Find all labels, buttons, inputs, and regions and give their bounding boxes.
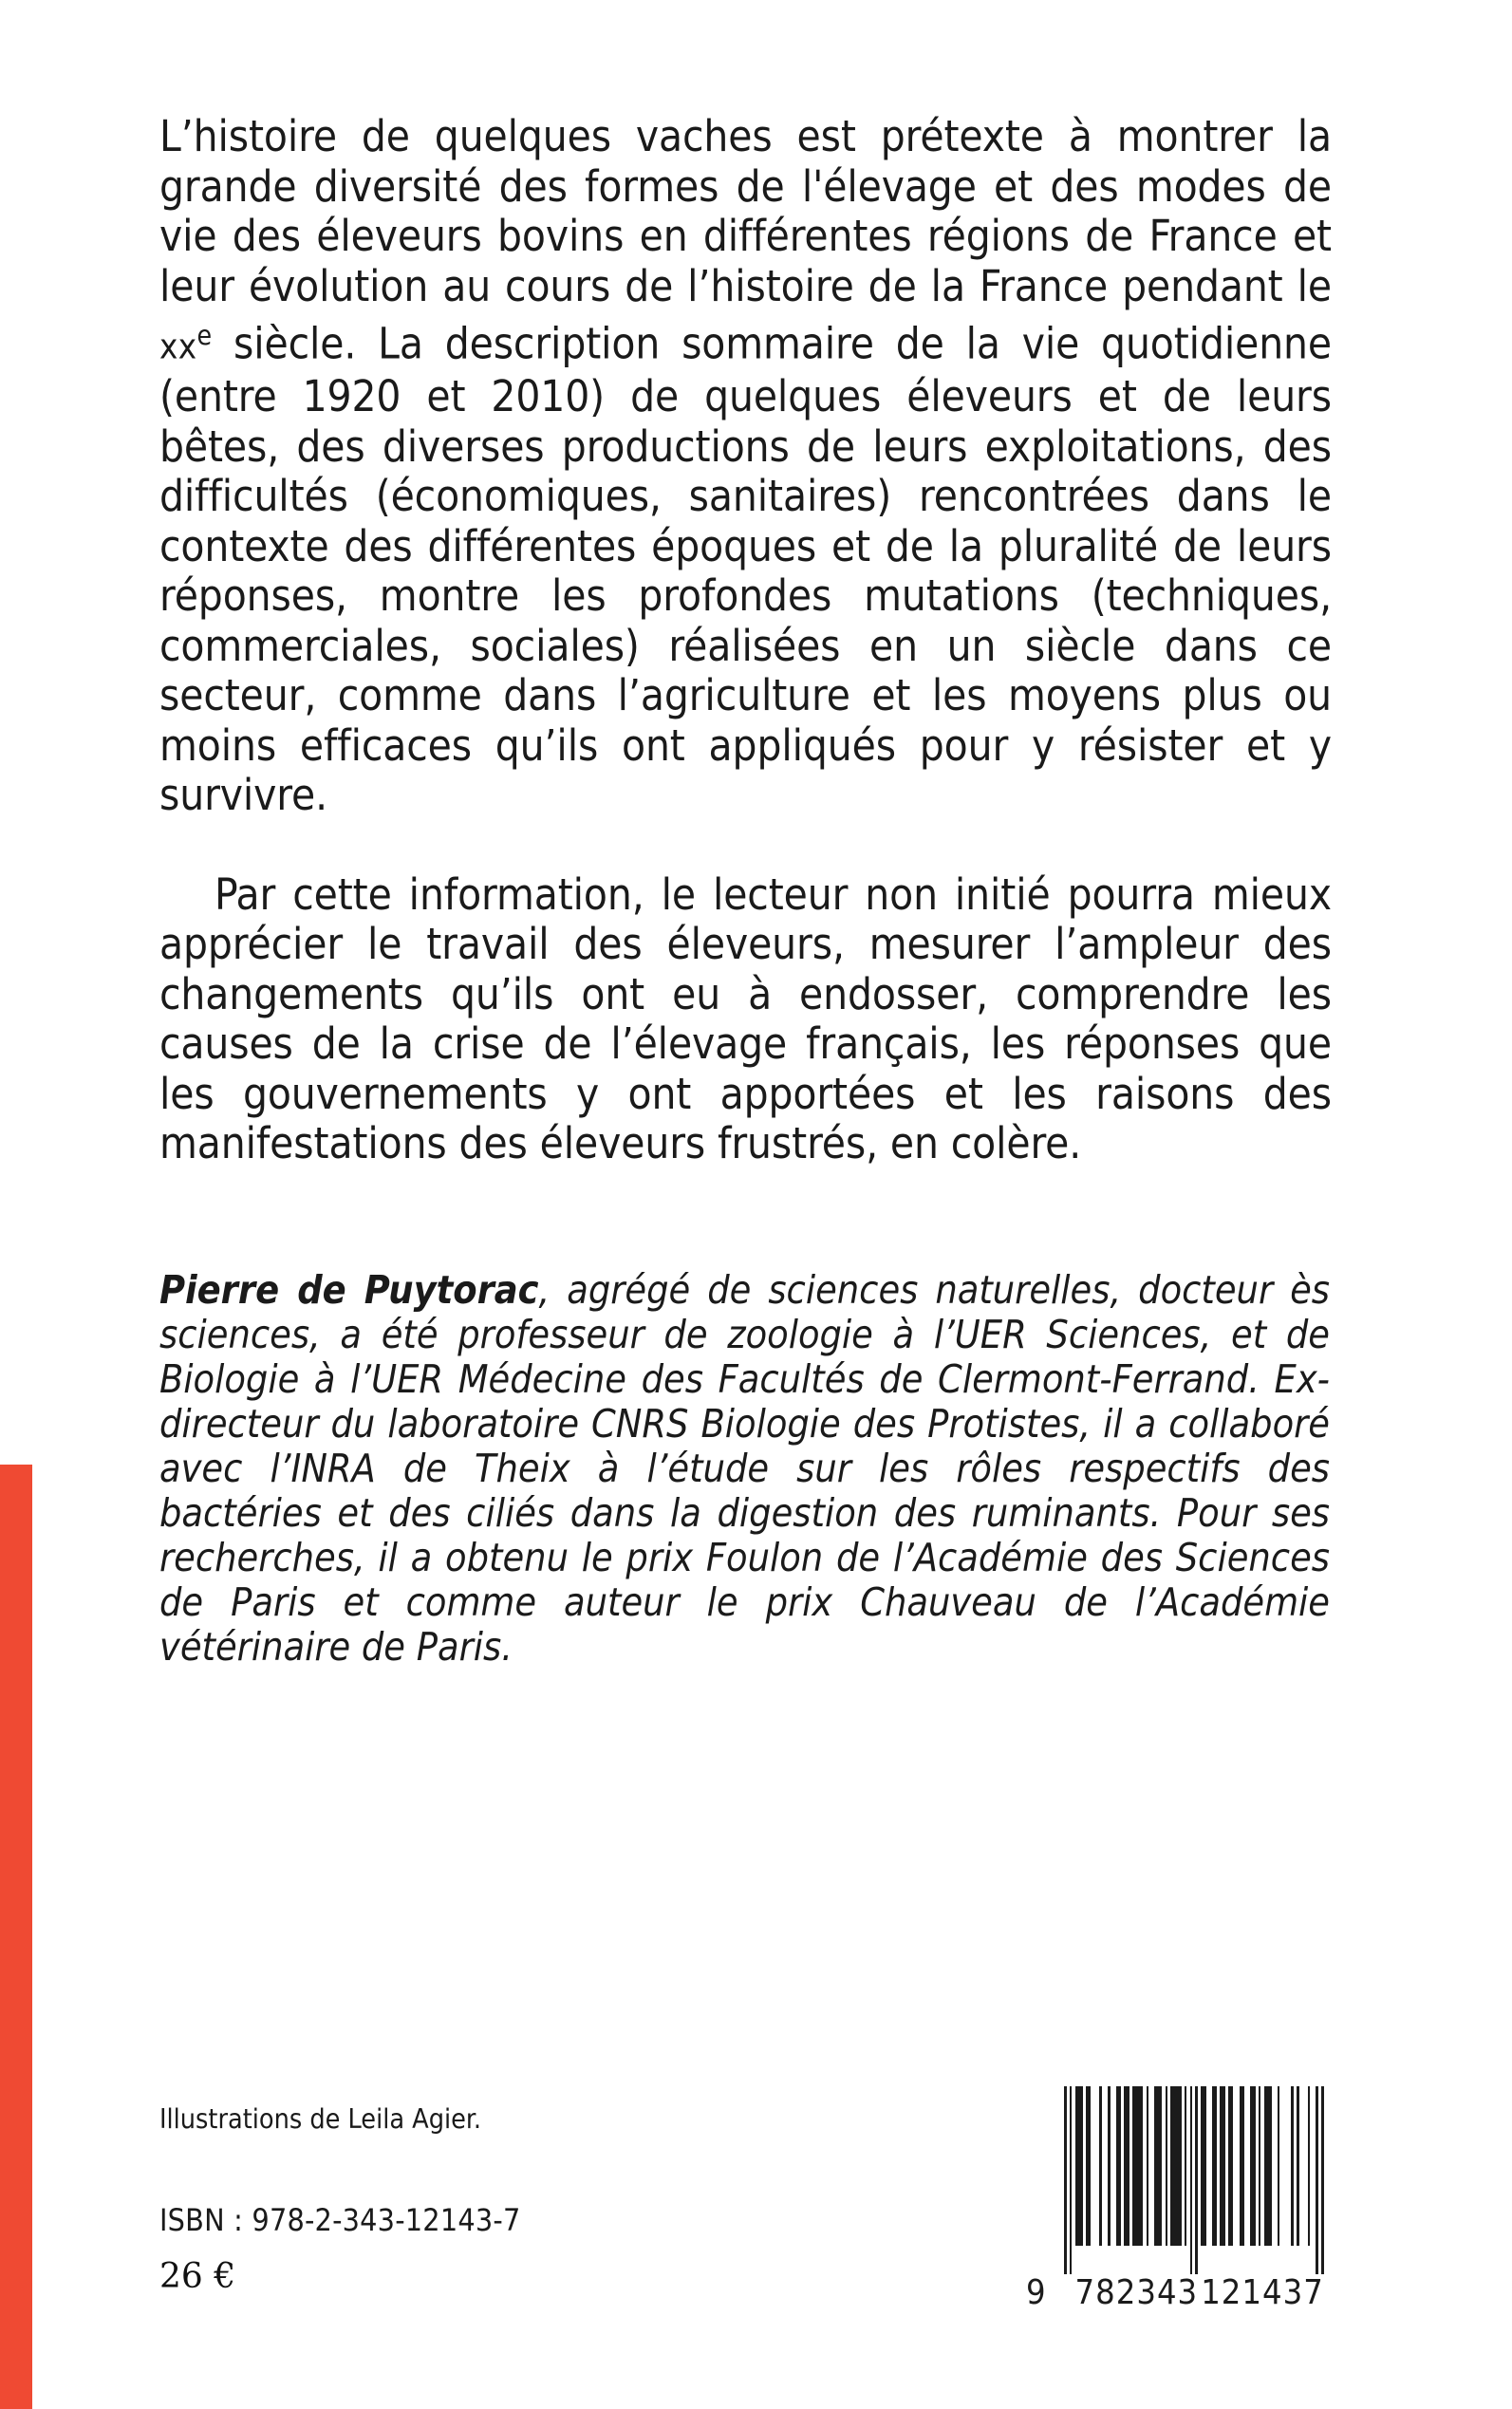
price-label: 26 €	[159, 2257, 236, 2296]
blurb-paragraph-1	[159, 112, 1332, 821]
barcode-bar	[1154, 2086, 1162, 2246]
author-name: Pierre de Puytorac	[159, 1267, 539, 1313]
barcode-bars	[1024, 2086, 1328, 2274]
barcode-bar	[1166, 2086, 1168, 2246]
barcode-bar	[1108, 2086, 1111, 2246]
barcode-bar	[1147, 2086, 1149, 2246]
ean13-barcode	[1024, 2086, 1328, 2371]
barcode-bar	[1321, 2086, 1324, 2274]
barcode-bar	[1086, 2086, 1091, 2246]
barcode-bar	[1201, 2086, 1205, 2246]
barcode-bar	[1316, 2086, 1318, 2274]
author-biography-block	[159, 1268, 1330, 1670]
blurb-paragraph-1-prefix: L’histoire de quelques vaches est prétexte à montrer la grande diversité des formes de l'élevage et des modes de vie des éleveurs bovins en différentes régions de France et leur évolution au cours de l’histoire de la France pendant le	[159, 111, 1332, 311]
barcode-lead-digit: 9	[1026, 2273, 1047, 2312]
barcode-bar	[1291, 2086, 1294, 2246]
barcode-bar	[1297, 2086, 1299, 2246]
barcode-bar	[1195, 2086, 1198, 2274]
footer-metadata-block	[159, 2103, 824, 2297]
barcode-bar	[1116, 2086, 1121, 2246]
illustration-credit: Illustrations de Leila Agier.	[159, 2103, 481, 2135]
barcode-bar	[1212, 2086, 1217, 2246]
barcode-bar	[1070, 2086, 1073, 2274]
barcode-bar	[1190, 2086, 1193, 2274]
blurb-paragraph-1-suffix: siècle. La description sommaire de la vie quotidienne (entre 1920 et 2010) de quelques éleveurs et de leurs bêtes, des diverses productions de leurs exploitations, des difficultés (économiques, sanitaires) rencontrées dans le contexte des différentes époques et de la pluralité de leurs réponses, montre les profondes mutations (techniques, commerciales, sociales) réalisées en un siècle dans ce secteur, comme dans l’agriculture et les moyens plus ou moins efficaces qu’ils ont appliqués pour y résister et y survivre.	[159, 318, 1332, 821]
isbn-number: ISBN : 978-2-343-12143-7	[159, 2202, 521, 2238]
barcode-bar	[1308, 2086, 1311, 2246]
barcode-bar	[1124, 2086, 1129, 2246]
barcode-bar	[1240, 2086, 1244, 2246]
barcode-bar	[1064, 2086, 1067, 2274]
barcode-bar	[1132, 2086, 1143, 2246]
barcode-bar	[1250, 2086, 1255, 2246]
author-biography-paragraph	[159, 1268, 1330, 1670]
red-accent-bar	[0, 1465, 32, 2409]
barcode-left-digits: 782343	[1074, 2273, 1199, 2312]
barcode-bar	[1099, 2086, 1102, 2246]
blurb-text-block	[159, 112, 1332, 1169]
blurb-paragraph-2: Par cette information, le lecteur non initié pourra mieux apprécier le travail des éleveurs, mesurer l’ampleur des changements qu’ils ont eu à endosser, comprendre les causes de la crise de l’élevage français, les réponses que les gouvernements y ont apportées et les raisons des manifestations des éleveurs frustrés, en colère.	[159, 868, 1332, 1169]
century-roman-numeral: xx	[159, 326, 197, 367]
barcode-right-digits: 121437	[1201, 2273, 1324, 2312]
century-ordinal-suffix: e	[196, 320, 213, 351]
barcode-bar	[1264, 2086, 1272, 2246]
barcode-bar	[1259, 2086, 1261, 2246]
barcode-bar	[1228, 2086, 1233, 2246]
barcode-bar	[1185, 2086, 1187, 2246]
barcode-digits	[1024, 2274, 1328, 2316]
barcode-bar	[1075, 2086, 1083, 2246]
barcode-bar	[1220, 2086, 1224, 2246]
barcode-bar	[1170, 2086, 1181, 2246]
barcode-bar	[1278, 2086, 1280, 2246]
author-biography-text: , agrégé de sciences naturelles, docteur ès sciences, a été professeur de zoologie à l’UER Sciences, et de Biologie à l’UER Médecine des Facultés de Clermont-Ferrand. Ex-directeur du laboratoire CNRS Biologie des Protistes, il a collaboré avec l’INRA de Theix à l’étude sur les rôles respectifs des bactéries et des ciliés dans la digestion des ruminants. Pour ses recherches, il a obtenu le prix Foulon de l’Académie des Sciences de Paris et comme auteur le prix Chauveau de l’Académie vétérinaire de Paris.	[159, 1267, 1331, 1670]
